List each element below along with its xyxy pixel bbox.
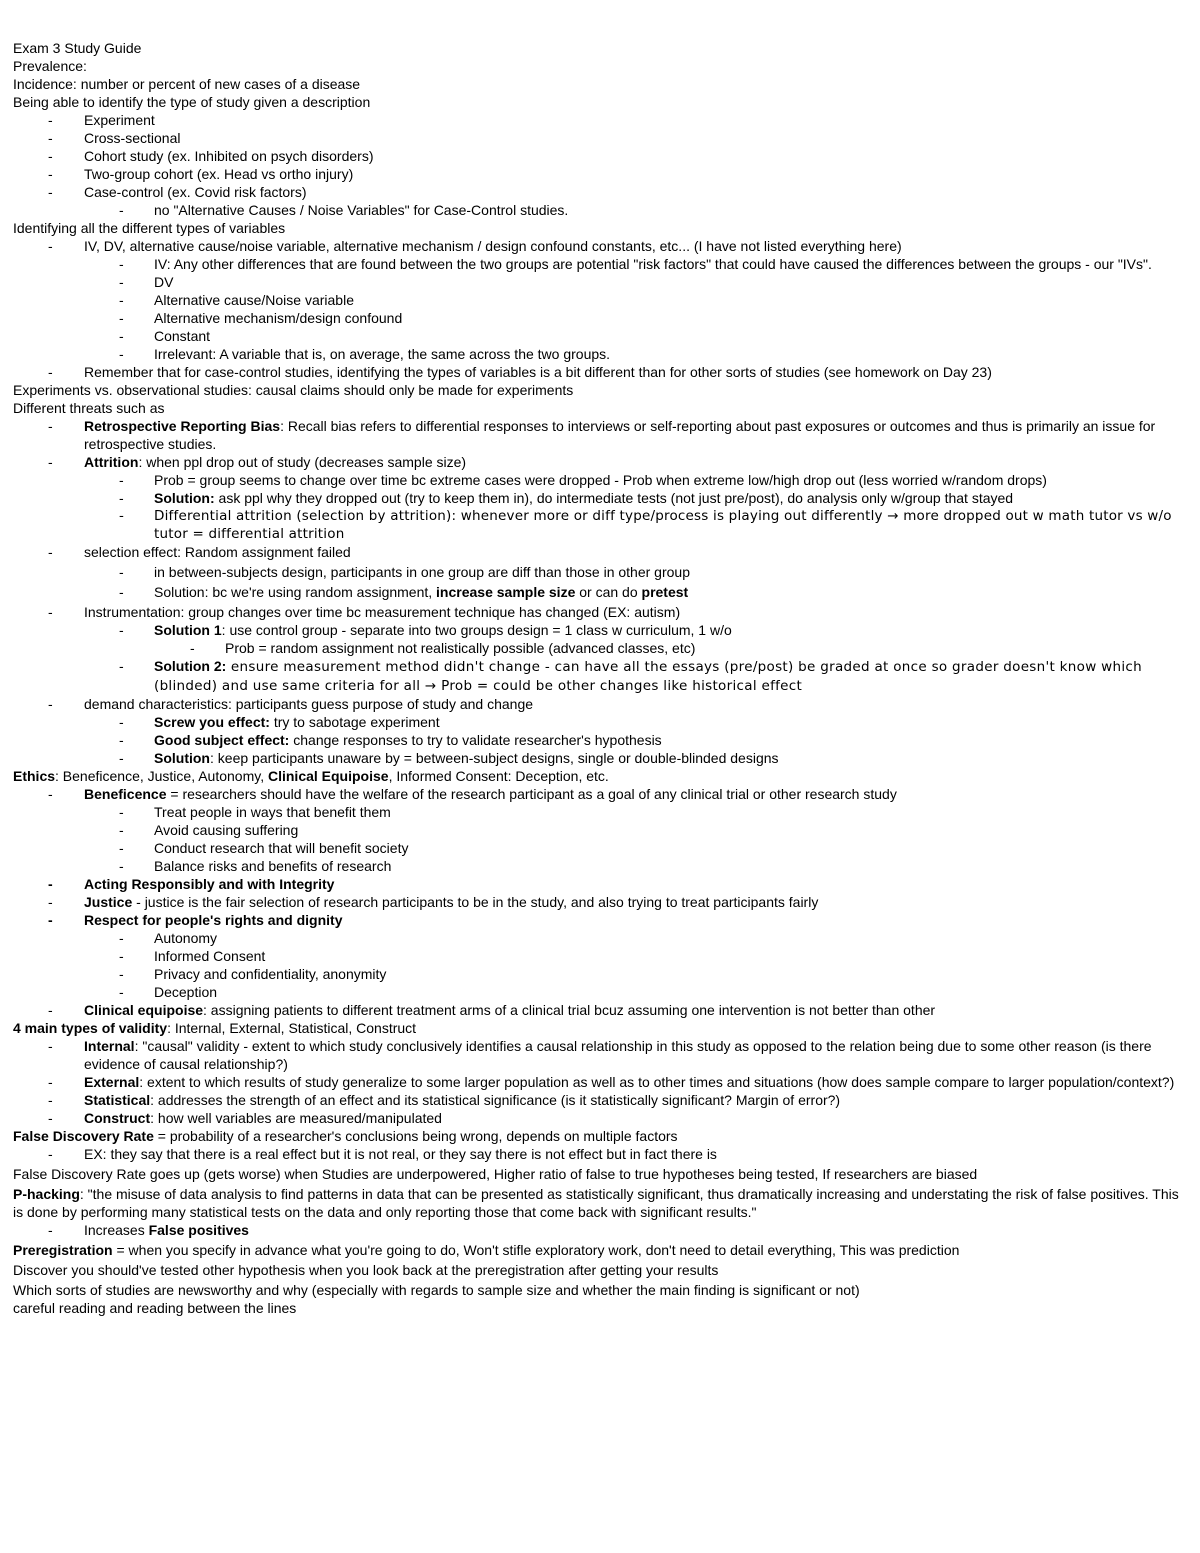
good-subject-effect — [13, 731, 1185, 749]
beneficence-text: = researchers should have the welfare of the research participant as a goal of any clinical trial or other research study — [166, 786, 897, 802]
attrition-solution-label: Solution: — [154, 490, 215, 506]
instrumentation-solution-2-label: Solution 2: — [154, 658, 227, 674]
case-control-note: - no "Alternative Causes / Noise Variables" for Case-Control studies. — [13, 201, 1185, 219]
variable-sub-item: - Alternative cause/Noise variable — [13, 291, 1185, 309]
screw-you-label: Screw you effect: — [154, 714, 270, 730]
p-hacking-increases-b: False positives — [148, 1222, 249, 1238]
identify-study-heading: Being able to identify the type of study given a description — [13, 94, 371, 110]
beneficence-sub-item: - Balance risks and benefits of research — [13, 857, 1185, 875]
variables-remember: - Remember that for case-control studies, identifying the types of variables is a bit different than for other sorts of studies (see homework on Day 23) — [13, 363, 1185, 381]
preregistration-discover: Discover you should've tested other hypothesis when you look back at the preregistration after getting your results — [13, 1262, 719, 1278]
study-type-item: - Experiment — [13, 111, 1185, 129]
construct-label: Construct — [84, 1110, 151, 1126]
respect-item: - Respect for people's rights and dignity — [13, 911, 1185, 929]
study-type-item: - Cohort study (ex. Inhibited on psych disorders) — [13, 147, 1185, 165]
p-hacking-label: P-hacking — [13, 1186, 80, 1202]
variable-sub-item: - DV — [13, 273, 1185, 291]
preregistration-label: Preregistration — [13, 1242, 113, 1258]
fdr-text: = probability of a researcher's conclusions being wrong, depends on multiple factors — [153, 1128, 678, 1144]
variable-sub-item: - Irrelevant: A variable that is, on average, the same across the two groups. — [13, 345, 1185, 363]
beneficence-label: Beneficence — [84, 786, 167, 802]
justice-text: - justice is the fair selection of research participants to be in the study, and also trying to treat participants fairly — [132, 894, 819, 910]
external-validity-item — [13, 1073, 1185, 1091]
instrumentation-item: - Instrumentation: group changes over time bc measurement technique has changed (EX: autism) — [13, 603, 1185, 621]
retrospective-bias-text: : Recall bias refers to differential responses to interviews or self-reporting about past exposures or outcomes and thus is primarily an issue for retrospective studies. — [84, 418, 1156, 452]
p-hacking-increases — [13, 1221, 1185, 1239]
instrumentation-solution-1-text: : use control group - separate into two groups design = 1 class w curriculum, 1 w/o — [221, 622, 732, 638]
clinical-equipoise-label: Clinical equipoise — [84, 1002, 204, 1018]
newsworthy-line: Which sorts of studies are newsworthy and why (especially with regards to sample size and whether the main finding is significant or not) — [13, 1282, 860, 1298]
statistical-text: : addresses the strength of an effect and its statistical significance (is it statistically significant? Margin of error?) — [150, 1092, 841, 1108]
statistical-label: Statistical — [84, 1092, 151, 1108]
ethics-label: Ethics — [13, 768, 56, 784]
experiments-vs-observational: Experiments vs. observational studies: causal claims should only be made for experiments — [13, 382, 574, 398]
demand-characteristics: - demand characteristics: participants guess purpose of study and change — [13, 695, 1185, 713]
statistical-validity-item — [13, 1091, 1185, 1109]
internal-validity-item — [13, 1037, 1185, 1073]
variables-main: - IV, DV, alternative cause/noise variable, alternative mechanism / design confound constants, etc... (I have not listed everything here) — [13, 237, 1185, 255]
document-title: Exam 3 Study Guide — [13, 40, 142, 56]
study-type-item: - Cross-sectional — [13, 129, 1185, 147]
construct-validity-item — [13, 1109, 1185, 1127]
fdr-label: False Discovery Rate — [13, 1128, 154, 1144]
construct-text: : how well variables are measured/manipulated — [150, 1110, 442, 1126]
attrition-solution-text: ask ppl why they dropped out (try to keep them in), do intermediate tests (not just pre/post), do analysis only w/group that stayed — [214, 490, 1014, 506]
p-hacking-increases-a: Increases — [84, 1222, 149, 1238]
instrumentation-solution-1-label: Solution 1 — [154, 622, 222, 638]
p-hacking-line — [13, 1185, 1185, 1221]
p-hacking-text: : "the misuse of data analysis to find patterns in data that can be presented as statistically significant, thus dramatically increasing and understating the risk of false positives. This is done by performing many statistical tests on the data and only reporting those that come back with significant results." — [13, 1186, 1179, 1220]
variable-sub-item: - IV: Any other differences that are found between the two groups are potential "risk factors" that could have caused the differences between the groups - our "IVs". — [13, 255, 1185, 273]
justice-item — [13, 893, 1185, 911]
preregistration-text: = when you specify in advance what you're going to do, Won't stifle exploratory work, don't need to detail everything, This was prediction — [112, 1242, 960, 1258]
instrumentation-solution-1 — [13, 621, 1185, 639]
selection-effect: - selection effect: Random assignment failed — [13, 543, 1185, 561]
attrition-text: : when ppl drop out of study (decreases sample size) — [138, 454, 467, 470]
internal-label: Internal — [84, 1038, 135, 1054]
respect-sub-item: - Informed Consent — [13, 947, 1185, 965]
internal-text: : "causal" validity - extent to which study conclusively identifies a causal relationship in this study as opposed to the relation being due to some other reason (is there evidence of causal relationship?) — [84, 1038, 1152, 1072]
respect-sub-item: - Privacy and confidentiality, anonymity — [13, 965, 1185, 983]
ethics-text-c: , Informed Consent: Deception, etc. — [388, 768, 609, 784]
selection-solution-d: pretest — [641, 584, 689, 600]
external-text: : extent to which results of study generalize to some larger population as well as to other times and situations (how does sample compare to larger population/context?) — [139, 1074, 1175, 1090]
selection-solution-a: Solution: bc we're using random assignment, — [154, 584, 437, 600]
retrospective-bias-item — [13, 417, 1185, 453]
screw-you-effect — [13, 713, 1185, 731]
demand-solution — [13, 749, 1185, 767]
justice-label: Justice — [84, 894, 133, 910]
study-type-item: - Two-group cohort (ex. Head vs ortho injury) — [13, 165, 1185, 183]
attrition-prob: - Prob = group seems to change over time bc extreme cases were dropped - Prob when extreme low/high drop out (less worried w/random drops) — [13, 471, 1185, 489]
ethics-text-a: : Beneficence, Justice, Autonomy, — [55, 768, 268, 784]
instrumentation-solution-1-prob: - Prob = random assignment not realistically possible (advanced classes, etc) — [13, 639, 1185, 657]
beneficence-sub-item: - Avoid causing suffering — [13, 821, 1185, 839]
retrospective-bias-label: Retrospective Reporting Bias — [84, 418, 281, 434]
selection-sub: - in between-subjects design, participants in one group are diff than those in other group — [13, 563, 1185, 581]
validity-label: 4 main types of validity — [13, 1020, 168, 1036]
validity-line — [13, 1019, 1185, 1037]
instrumentation-solution-2-text: ensure measurement method didn't change - can have all the essays (pre/post) be graded at once so grader doesn't know which (blinded) and use same criteria for all → Prob = could be other changes like historical effect — [154, 659, 1142, 694]
external-label: External — [84, 1074, 140, 1090]
demand-solution-text: : keep participants unaware by = between-subject designs, single or double-blinded designs — [210, 750, 779, 766]
careful-reading-line: careful reading and reading between the lines — [13, 1300, 297, 1316]
variable-sub-item: - Constant — [13, 327, 1185, 345]
demand-solution-label: Solution — [154, 750, 210, 766]
selection-solution — [13, 583, 1185, 601]
beneficence-sub-item: - Conduct research that will benefit society — [13, 839, 1185, 857]
beneficence-sub-item: - Treat people in ways that benefit them — [13, 803, 1185, 821]
validity-text: : Internal, External, Statistical, Construct — [167, 1020, 417, 1036]
screw-you-text: try to sabotage experiment — [269, 714, 440, 730]
differential-attrition: - Differential attrition (selection by attrition): whenever more or diff type/process is playing out differently → more dropped out w math tutor vs w/o tutor = differential attrition — [13, 507, 1185, 543]
respect-sub-item: - Autonomy — [13, 929, 1185, 947]
selection-solution-c: or can do — [575, 584, 642, 600]
good-subject-text: change responses to try to validate researcher's hypothesis — [289, 732, 662, 748]
fdr-line — [13, 1127, 1185, 1145]
fdr-goes-up: False Discovery Rate goes up (gets worse) when Studies are underpowered, Higher ratio of false to true hypotheses being tested, If researchers are biased — [13, 1166, 978, 1182]
ethics-line — [13, 767, 1185, 785]
fdr-example: - EX: they say that there is a real effect but it is not real, or they say there is not effect but in fact there is — [13, 1145, 1185, 1163]
preregistration-line — [13, 1241, 1185, 1259]
acting-responsibly-item: - Acting Responsibly and with Integrity — [13, 875, 1185, 893]
clinical-equipoise-item — [13, 1001, 1185, 1019]
study-type-item: - Case-control (ex. Covid risk factors) — [13, 183, 1185, 201]
good-subject-label: Good subject effect: — [154, 732, 290, 748]
attrition-solution — [13, 489, 1185, 507]
variable-sub-item: - Alternative mechanism/design confound — [13, 309, 1185, 327]
attrition-label: Attrition — [84, 454, 139, 470]
beneficence-item — [13, 785, 1185, 803]
threats-heading: Different threats such as — [13, 400, 165, 416]
instrumentation-solution-2 — [13, 657, 1185, 695]
ethics-text-b: Clinical Equipoise — [267, 768, 389, 784]
selection-solution-b: increase sample size — [436, 584, 576, 600]
clinical-equipoise-text: : assigning patients to different treatment arms of a clinical trial bcuz assuming one intervention is not better than other — [203, 1002, 936, 1018]
incidence-line: Incidence: number or percent of new cases of a disease — [13, 76, 361, 92]
study-guide-document — [13, 39, 1185, 1317]
variables-heading: Identifying all the different types of variables — [13, 220, 286, 236]
prevalence-line: Prevalence: — [13, 58, 87, 74]
respect-sub-item: - Deception — [13, 983, 1185, 1001]
attrition-item — [13, 453, 1185, 471]
